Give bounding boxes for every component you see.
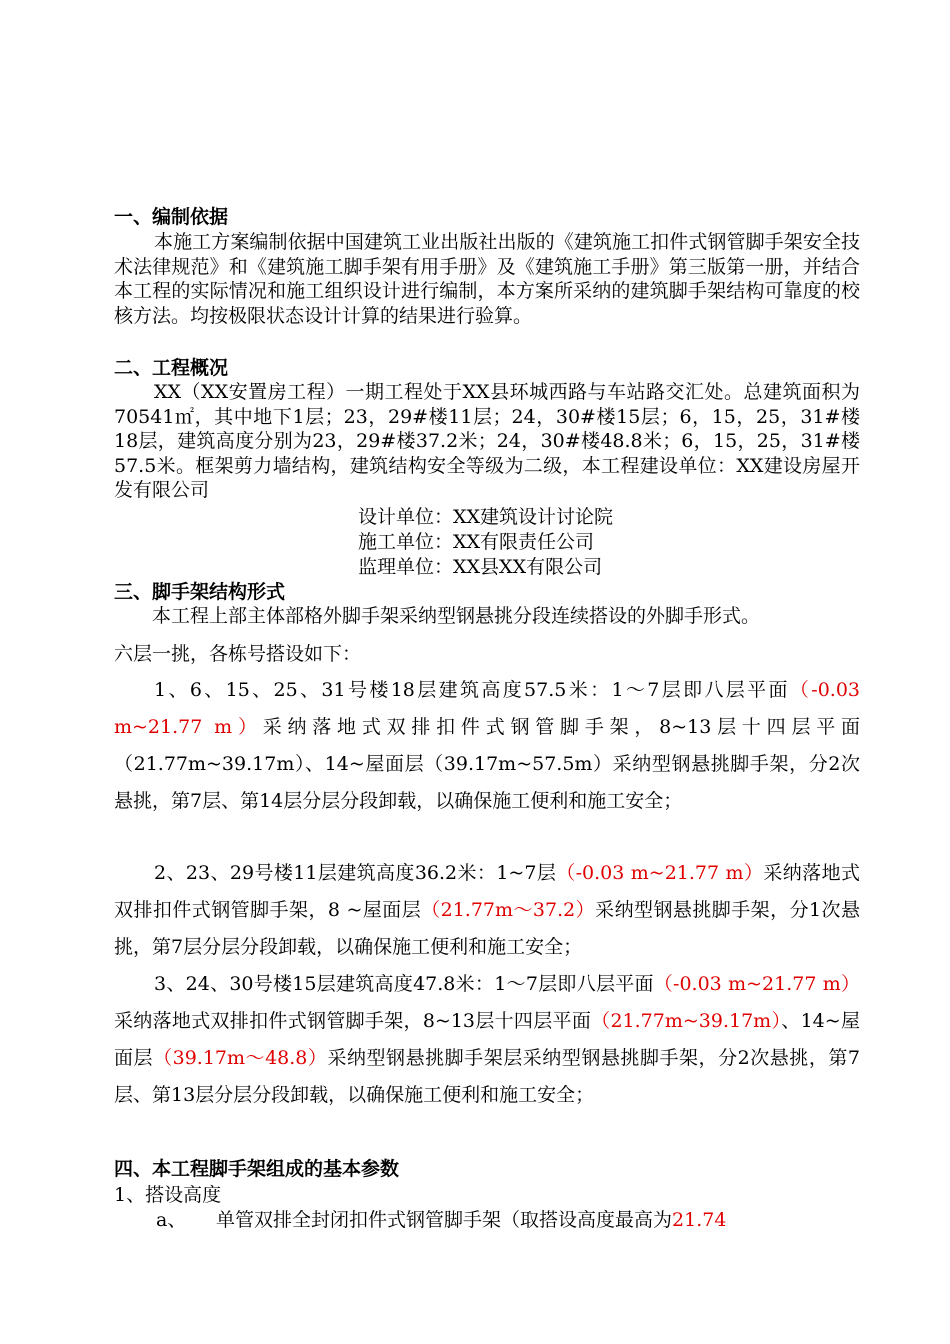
item-3-text-a: 3、24、30号楼15层建筑高度47.8米：1～7层即八层平面: [154, 973, 654, 995]
design-unit: 设计单位：XX建筑设计讨论院: [358, 506, 614, 528]
item-1-range-1: （-0.03 m~21.77 m）: [114, 679, 860, 738]
supervision-unit: 监理单位：XX县XX有限公司: [358, 556, 603, 578]
item-3-range-1: （-0.03 m~21.77 m）: [653, 973, 860, 995]
section-2-heading: 二、工程概况: [114, 357, 229, 379]
section-2-body: XX（XX安置房工程）一期工程处于XX县环城西路与车站路交汇处。总建筑面积为70541㎡，其中地下1层；23，29#楼11层；24，30#楼15层；6，15，25，31#楼18层，建筑高度分别为23，29#楼37.2米；24，30#楼48.8米；6，15，25，31#楼57.5米。框架剪力墙结构，建筑结构安全等级为二级，本工程建设单位：XX建设房屋开发有限公司: [114, 381, 860, 501]
section-3-heading: 三、脚手架结构形式: [114, 581, 286, 603]
item-1-text-b: 采纳落地式双排扣件式钢管脚手架，8~13层十四层平面（21.77m~39.17m）、14~屋面层（39.17m~57.5m）采纳型钢悬挑脚手架，分2次悬挑，第7层、第14层分层分段卸载，以确保施工便利和施工安全；: [114, 716, 860, 812]
item-3-text-d: 采纳型钢悬挑脚手架层采纳型钢悬挑脚手架，分2次悬挑，第7层、第13层分层分段卸载，以确保施工便利和施工安全；: [114, 1047, 860, 1106]
item-a-text: 单管双排全封闭扣件式钢管脚手架（取搭设高度最高为: [216, 1209, 673, 1231]
item-2-text-b: 采纳落地式双排扣件式钢管脚手架，8 ~屋面层: [114, 862, 860, 921]
item-2-range-2: （21.77m～37.2）: [421, 899, 596, 921]
item-2-text-c: 采纳型钢悬挑脚手架，分1次悬挑，第7层分层分段卸载，以确保施工便利和施工安全；: [114, 899, 860, 958]
item-a-height: 21.74: [672, 1209, 727, 1231]
section-1-heading: 一、编制依据: [114, 206, 229, 228]
section-4-sub-1: 1、搭设高度: [114, 1184, 222, 1206]
item-3-range-2: （21.77m~39.17m）: [591, 1010, 782, 1032]
item-3-text-c: 、14~屋面层: [114, 1010, 860, 1069]
section-3-intro-1: 本工程上部主体部格外脚手架采纳型钢悬挑分段连续搭设的外脚手形式。: [152, 605, 761, 627]
construction-unit: 施工单位：XX有限责任公司: [358, 531, 595, 553]
item-a-line: [216, 1208, 860, 1232]
section-4-heading: 四、本工程脚手架组成的基本参数: [114, 1158, 400, 1180]
item-2-text-a: 2、23、29号楼11层建筑高度36.2米：1~7层: [154, 862, 557, 884]
item-1-text-a: 1、6、15、25、31号楼18层建筑高度57.5米：1～7层即八层平面: [154, 679, 790, 701]
building-item-2: [114, 855, 860, 966]
item-3-text-b: 采纳落地式双排扣件式钢管脚手架，8~13层十四层平面: [114, 1010, 592, 1032]
building-item-3: [114, 966, 860, 1114]
building-item-1: [114, 672, 860, 820]
section-1-body: 本施工方案编制依据中国建筑工业出版社出版的《建筑施工扣件式钢管脚手架安全技术法律规范》和《建筑施工脚手架有用手册》及《建筑施工手册》第三版第一册，并结合本工程的实际情况和施工组织设计进行编制，本方案所采纳的建筑脚手架结构可靠度的校核方法。均按极限状态设计计算的结果进行验算。: [114, 231, 860, 327]
item-a-label: a、: [156, 1209, 187, 1231]
item-2-range-1: （-0.03 m~21.77 m）: [556, 862, 764, 884]
item-3-range-3: （39.17m～48.8）: [153, 1047, 328, 1069]
section-3-intro-2: 六层一挑，各栋号搭设如下：: [114, 643, 362, 665]
